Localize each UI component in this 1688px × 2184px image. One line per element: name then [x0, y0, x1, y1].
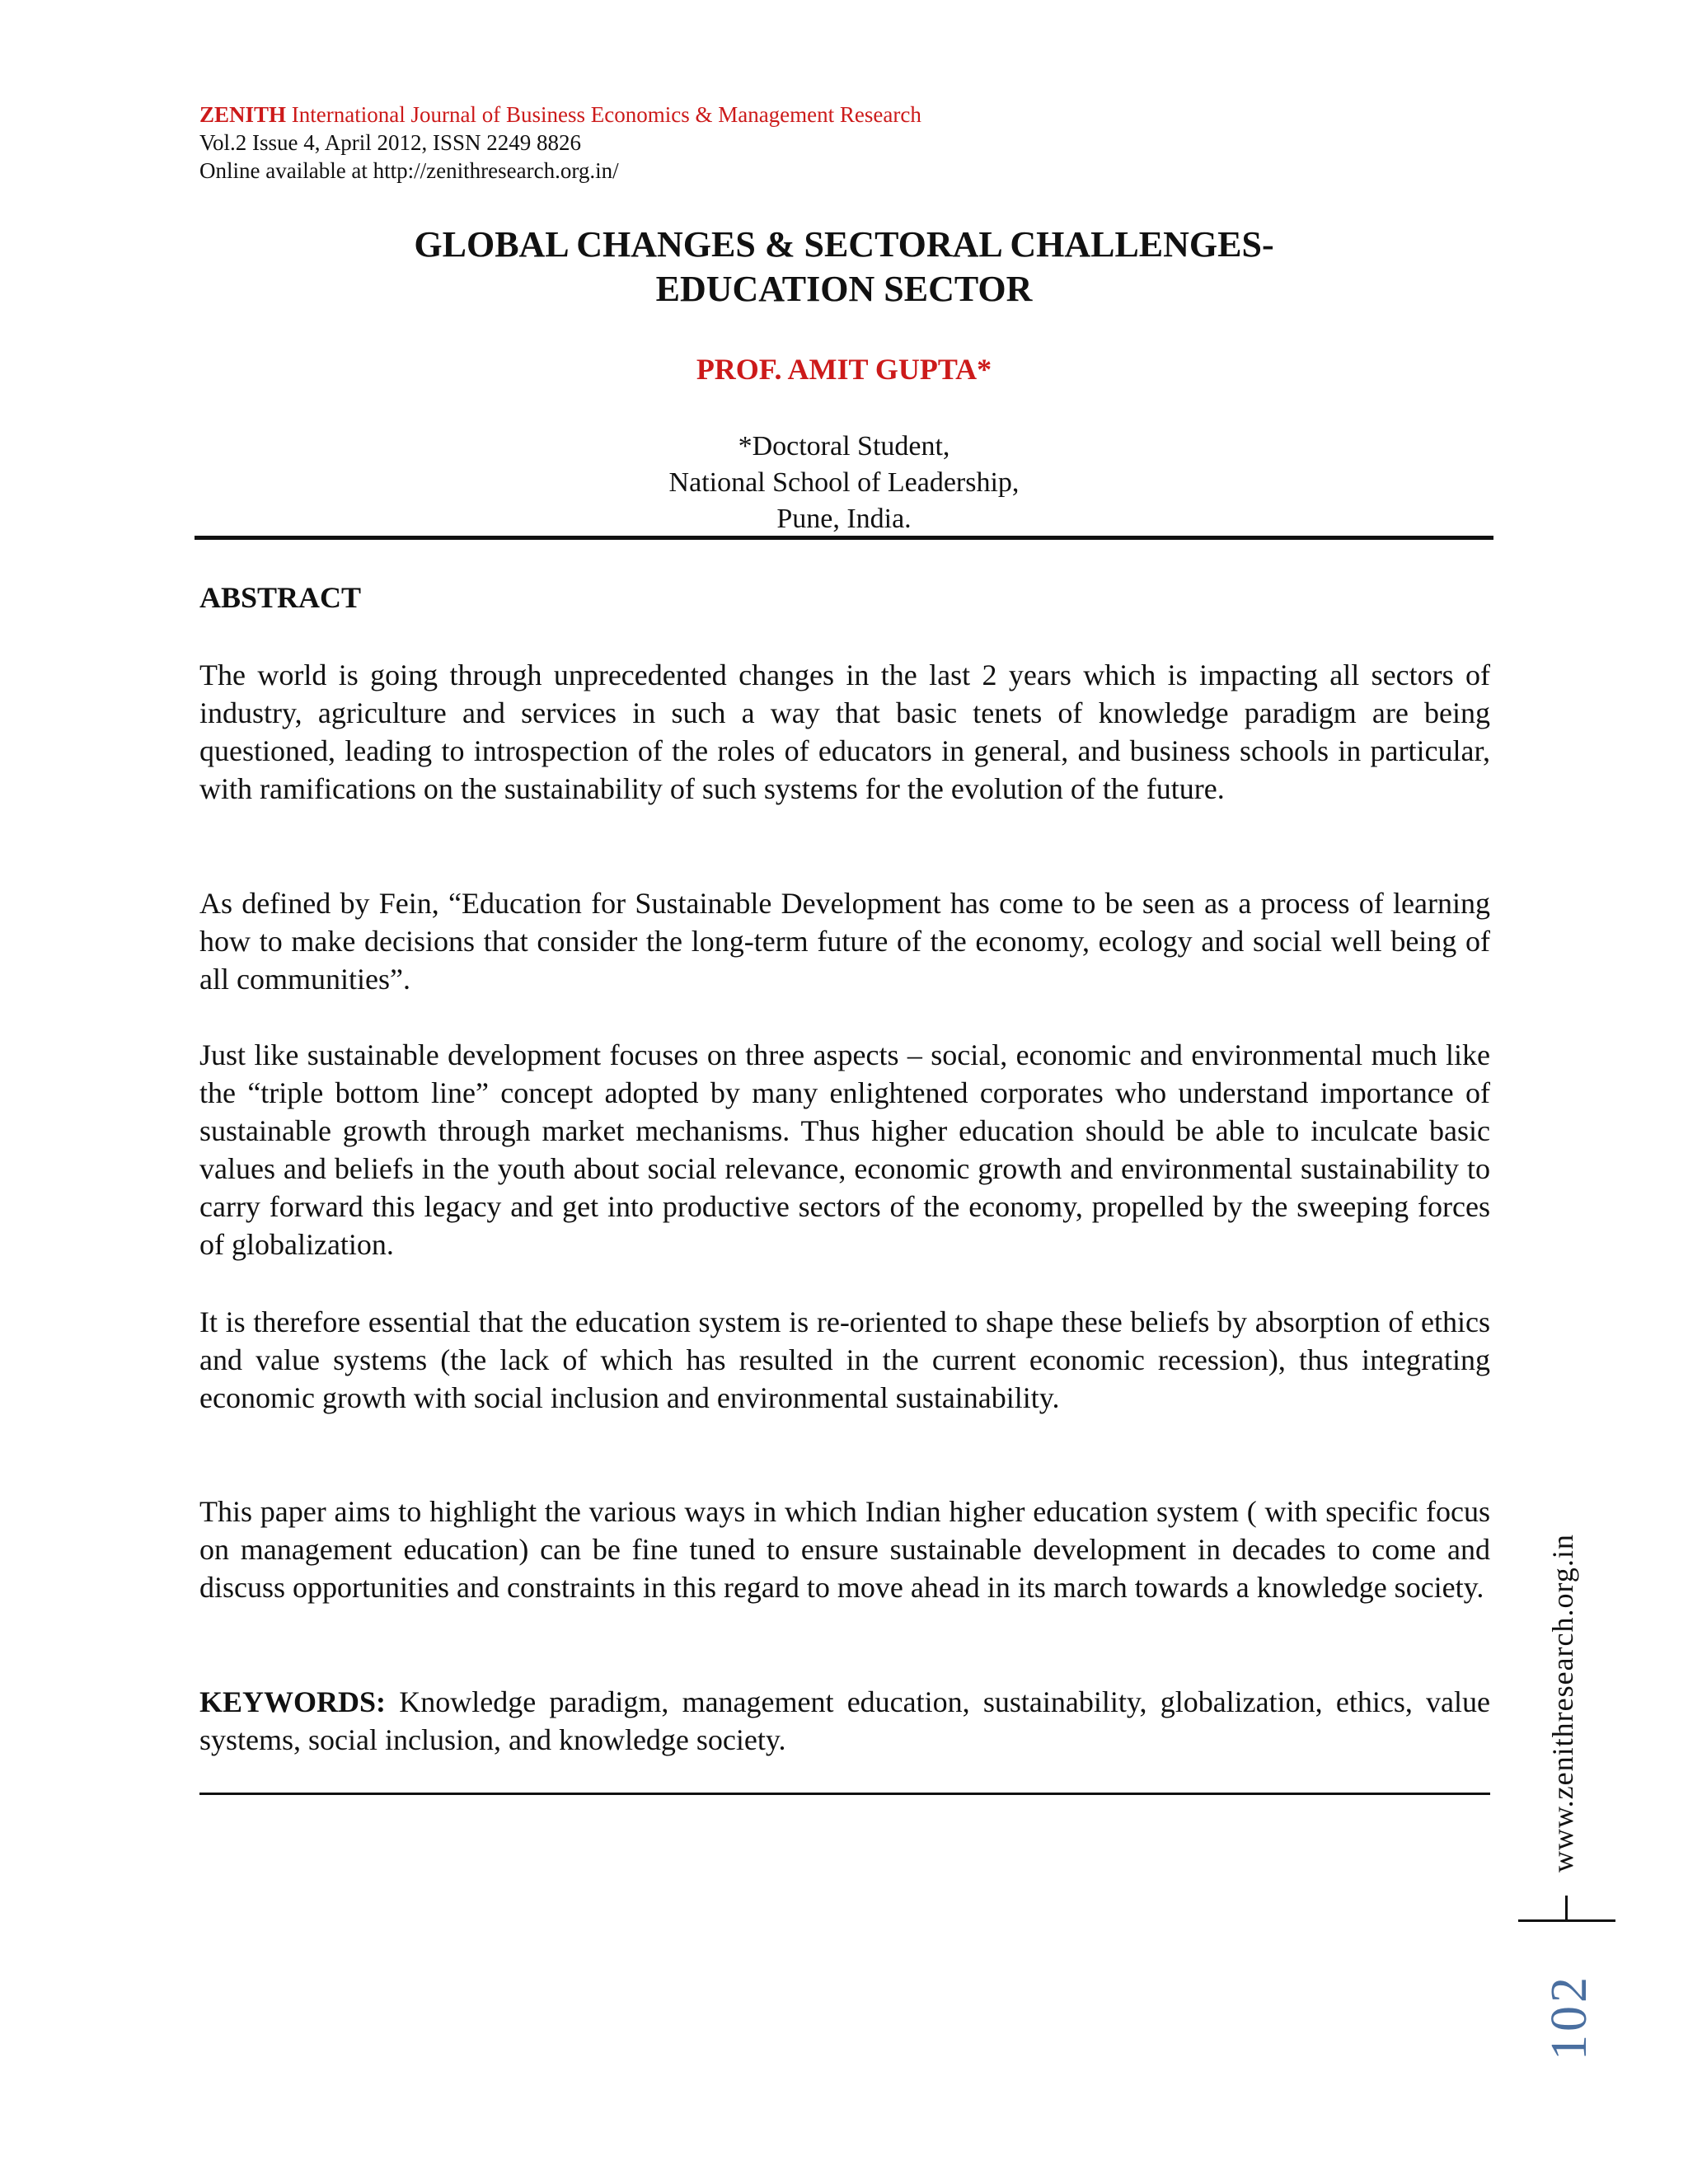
author-affiliation: [0, 429, 1688, 537]
page-number: 102: [1541, 1974, 1597, 2060]
footer-divider: [199, 1793, 1490, 1795]
journal-header: [199, 101, 921, 185]
paper-title-line-2: EDUCATION SECTOR: [655, 269, 1033, 309]
header-divider: [195, 536, 1493, 540]
side-url: www.zenithresearch.org.in: [1546, 1534, 1579, 1872]
abstract-heading: ABSTRACT: [199, 581, 362, 614]
journal-volume-line: Vol.2 Issue 4, April 2012, ISSN 2249 8826: [199, 130, 582, 155]
abstract-paragraph-5: This paper aims to highlight the various ways in which Indian higher education system ( with specific focus on management education) can be fine tuned to ensure sustainable development in decades to come and discuss opportunities and constraints in this regard to move ahead in its march towards a knowledge society.: [199, 1495, 1490, 1604]
paper-title-line-1: GLOBAL CHANGES & SECTORAL CHALLENGES-: [414, 224, 1274, 265]
affiliation-line-2: National School of Leadership,: [668, 467, 1020, 498]
journal-brand: ZENITH: [199, 102, 287, 127]
affiliation-line-1: *Doctoral Student,: [738, 431, 950, 462]
paper-title: [0, 223, 1688, 312]
journal-name: International Journal of Business Economics & Management Research: [291, 102, 921, 127]
abstract-paragraph-3: Just like sustainable development focuses on three aspects – social, economic and environmental much like the “triple bottom line” concept adopted by many enlightened corporates who understand importance of sustainable growth through market mechanisms. Thus higher education should be able to inculcate basic values and beliefs in the youth about social relevance, economic growth and environmental sustainability to carry forward this legacy and get into productive sectors of the economy, propelled by the sweeping forces of globalization.: [199, 1038, 1490, 1261]
keywords-text: Knowledge paradigm, management education, sustainability, globalization, ethics, value systems, social inclusion, and knowledge society.: [199, 1685, 1490, 1756]
keywords: [199, 1683, 1490, 1759]
abstract-paragraph-4: It is therefore essential that the education system is re-oriented to shape these beliefs by absorption of ethics and value systems (the lack of which has resulted in the current economic recession), thus integrating economic growth with social inclusion and environmental sustainability.: [199, 1305, 1490, 1414]
journal-online-line: Online available at http://zenithresearch.org.in/: [199, 158, 619, 183]
abstract-paragraph-2: As defined by Fein, “Education for Sustainable Development has come to be seen as a process of learning how to make decisions that consider the long-term future of the economy, ecology and social well being of all communities”.: [199, 887, 1490, 996]
side-horizontal-rule: [1518, 1919, 1615, 1922]
side-vertical-rule: [1565, 1896, 1568, 1920]
keywords-label: KEYWORDS:: [199, 1685, 387, 1718]
affiliation-line-3: Pune, India.: [776, 504, 912, 534]
journal-title-line: [199, 101, 921, 129]
author-name: PROF. AMIT GUPTA*: [696, 353, 992, 386]
abstract-paragraph-1: The world is going through unprecedented changes in the last 2 years which is impacting all sectors of industry, agriculture and services in such a way that basic tenets of knowledge paradigm are being questioned, leading to introspection of the roles of educators in general, and business schools in particular, with ramifications on the sustainability of such systems for the evolution of the future.: [199, 658, 1490, 805]
